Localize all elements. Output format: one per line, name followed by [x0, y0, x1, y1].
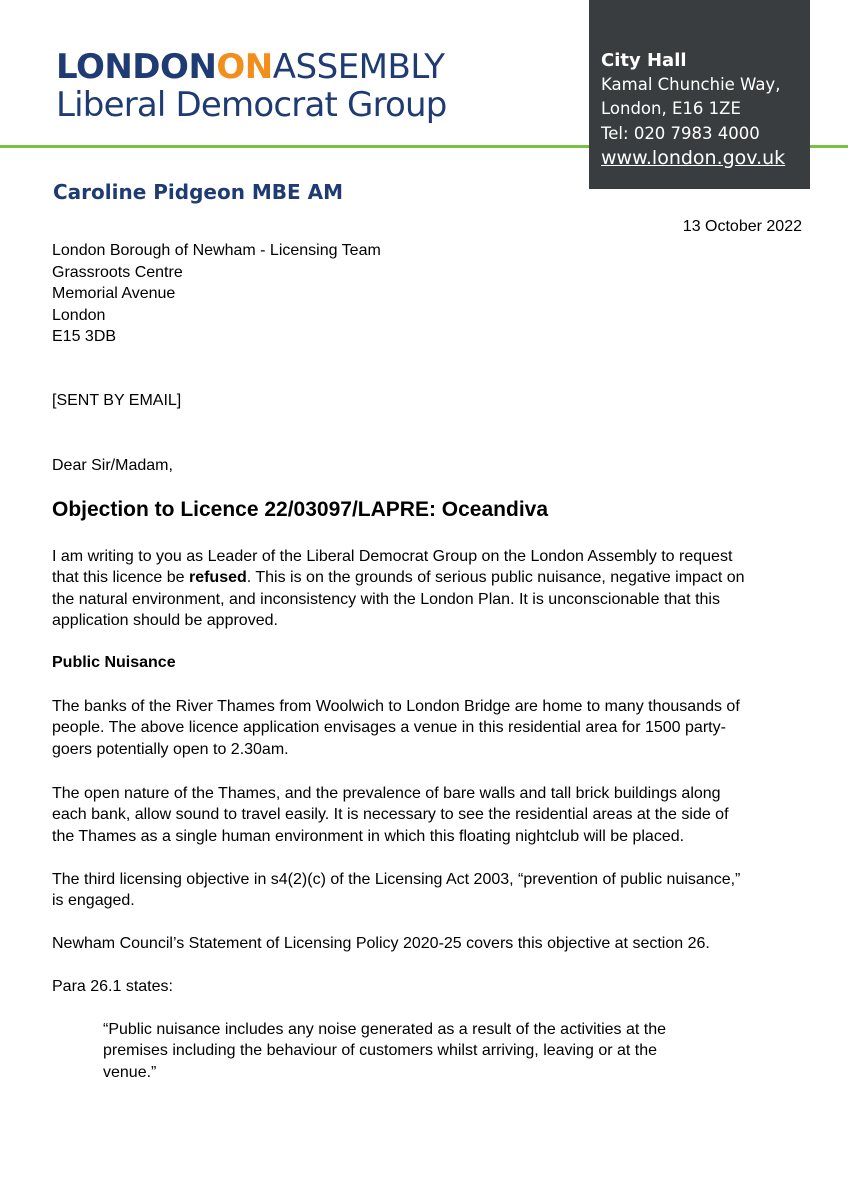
policy-paragraph — [52, 933, 812, 954]
intro-text: that this licence be — [52, 569, 189, 587]
recipient-address — [52, 240, 381, 348]
paragraph-line: goers potentially open to 2.30am. — [52, 740, 289, 758]
paragraph-line: The open nature of the Thames, and the prevalence of bare walls and tall brick buildings along — [52, 785, 721, 802]
city-hall-city: London, E16 1ZE — [601, 99, 741, 119]
city-hall-website-link[interactable]: www.london.gov.uk — [601, 146, 786, 169]
address-line: London Borough of Newham - Licensing Team — [52, 242, 381, 259]
paragraph-line: is engaged. — [52, 892, 135, 910]
paragraph-line: each bank, allow sound to travel easily. It is necessary to see the residential areas at the side of — [52, 806, 729, 824]
address-line: London — [52, 306, 106, 324]
intro-line: the natural environment, and inconsistency with the London Plan. It is unconscionable that this — [52, 590, 720, 608]
section-subheading: Public Nuisance — [52, 654, 176, 671]
salutation: Dear Sir/Madam, — [52, 457, 173, 474]
logo-group-name: Liberal Democrat Group — [56, 85, 447, 125]
address-line: Memorial Avenue — [52, 285, 176, 302]
intro-line — [52, 567, 812, 588]
city-hall-title: City Hall — [601, 50, 687, 71]
paragraph-line: Newham Council’s Statement of Licensing Policy 2020-25 covers this objective at section 26. — [52, 935, 710, 952]
paragraph-line: Para 26.1 states: — [52, 978, 173, 995]
paragraph-line: people. The above licence application envisages a venue in this residential area for 1500 party- — [52, 719, 726, 737]
logo-london: LONDON — [56, 47, 217, 87]
objective-paragraph — [52, 869, 812, 912]
open-nature-paragraph — [52, 783, 812, 847]
intro-line: application should be approved. — [52, 611, 278, 629]
city-hall-contact-box — [589, 0, 810, 189]
paragraph-line: The third licensing objective in s4(2)(c) of the Licensing Act 2003, “prevention of public nuisance,” — [52, 871, 741, 888]
intro-refused: refused — [188, 569, 247, 587]
address-line: Grassroots Centre — [52, 263, 183, 281]
city-hall-tel: Tel: 020 7983 4000 — [601, 123, 760, 143]
paragraph-line: The banks of the River Thames from Woolwich to London Bridge are home to many thousands of — [52, 698, 740, 715]
letter-date: 13 October 2022 — [682, 218, 802, 235]
sent-by-note: [SENT BY EMAIL] — [52, 392, 182, 409]
city-hall-street: Kamal Chunchie Way, — [601, 75, 781, 95]
policy-quote — [103, 1019, 803, 1083]
quote-line: venue.” — [103, 1063, 157, 1081]
quote-line: “Public nuisance includes any noise generated as a result of the activities at the — [103, 1021, 666, 1038]
intro-text: . This is on the grounds of serious public nuisance, negative impact on — [246, 569, 745, 587]
banks-paragraph — [52, 696, 812, 760]
address-line: E15 3DB — [52, 328, 117, 345]
para-intro-paragraph — [52, 976, 812, 997]
logo-assembly: ASSEMBLY — [272, 47, 445, 87]
letter-heading: Objection to Licence 22/03097/LAPRE: Oceandiva — [52, 498, 549, 521]
intro-paragraph — [52, 546, 812, 631]
london-assembly-logo — [56, 47, 447, 125]
logo-wordmark — [56, 47, 447, 87]
paragraph-line: the Thames as a single human environment in which this floating nightclub will be placed. — [52, 827, 685, 845]
member-name: Caroline Pidgeon MBE AM — [53, 180, 344, 204]
intro-line: I am writing to you as Leader of the Liberal Democrat Group on the London Assembly to request — [52, 548, 733, 565]
quote-line: premises including the behaviour of customers whilst arriving, leaving or at the — [103, 1042, 658, 1060]
logo-on: ON — [216, 47, 273, 87]
